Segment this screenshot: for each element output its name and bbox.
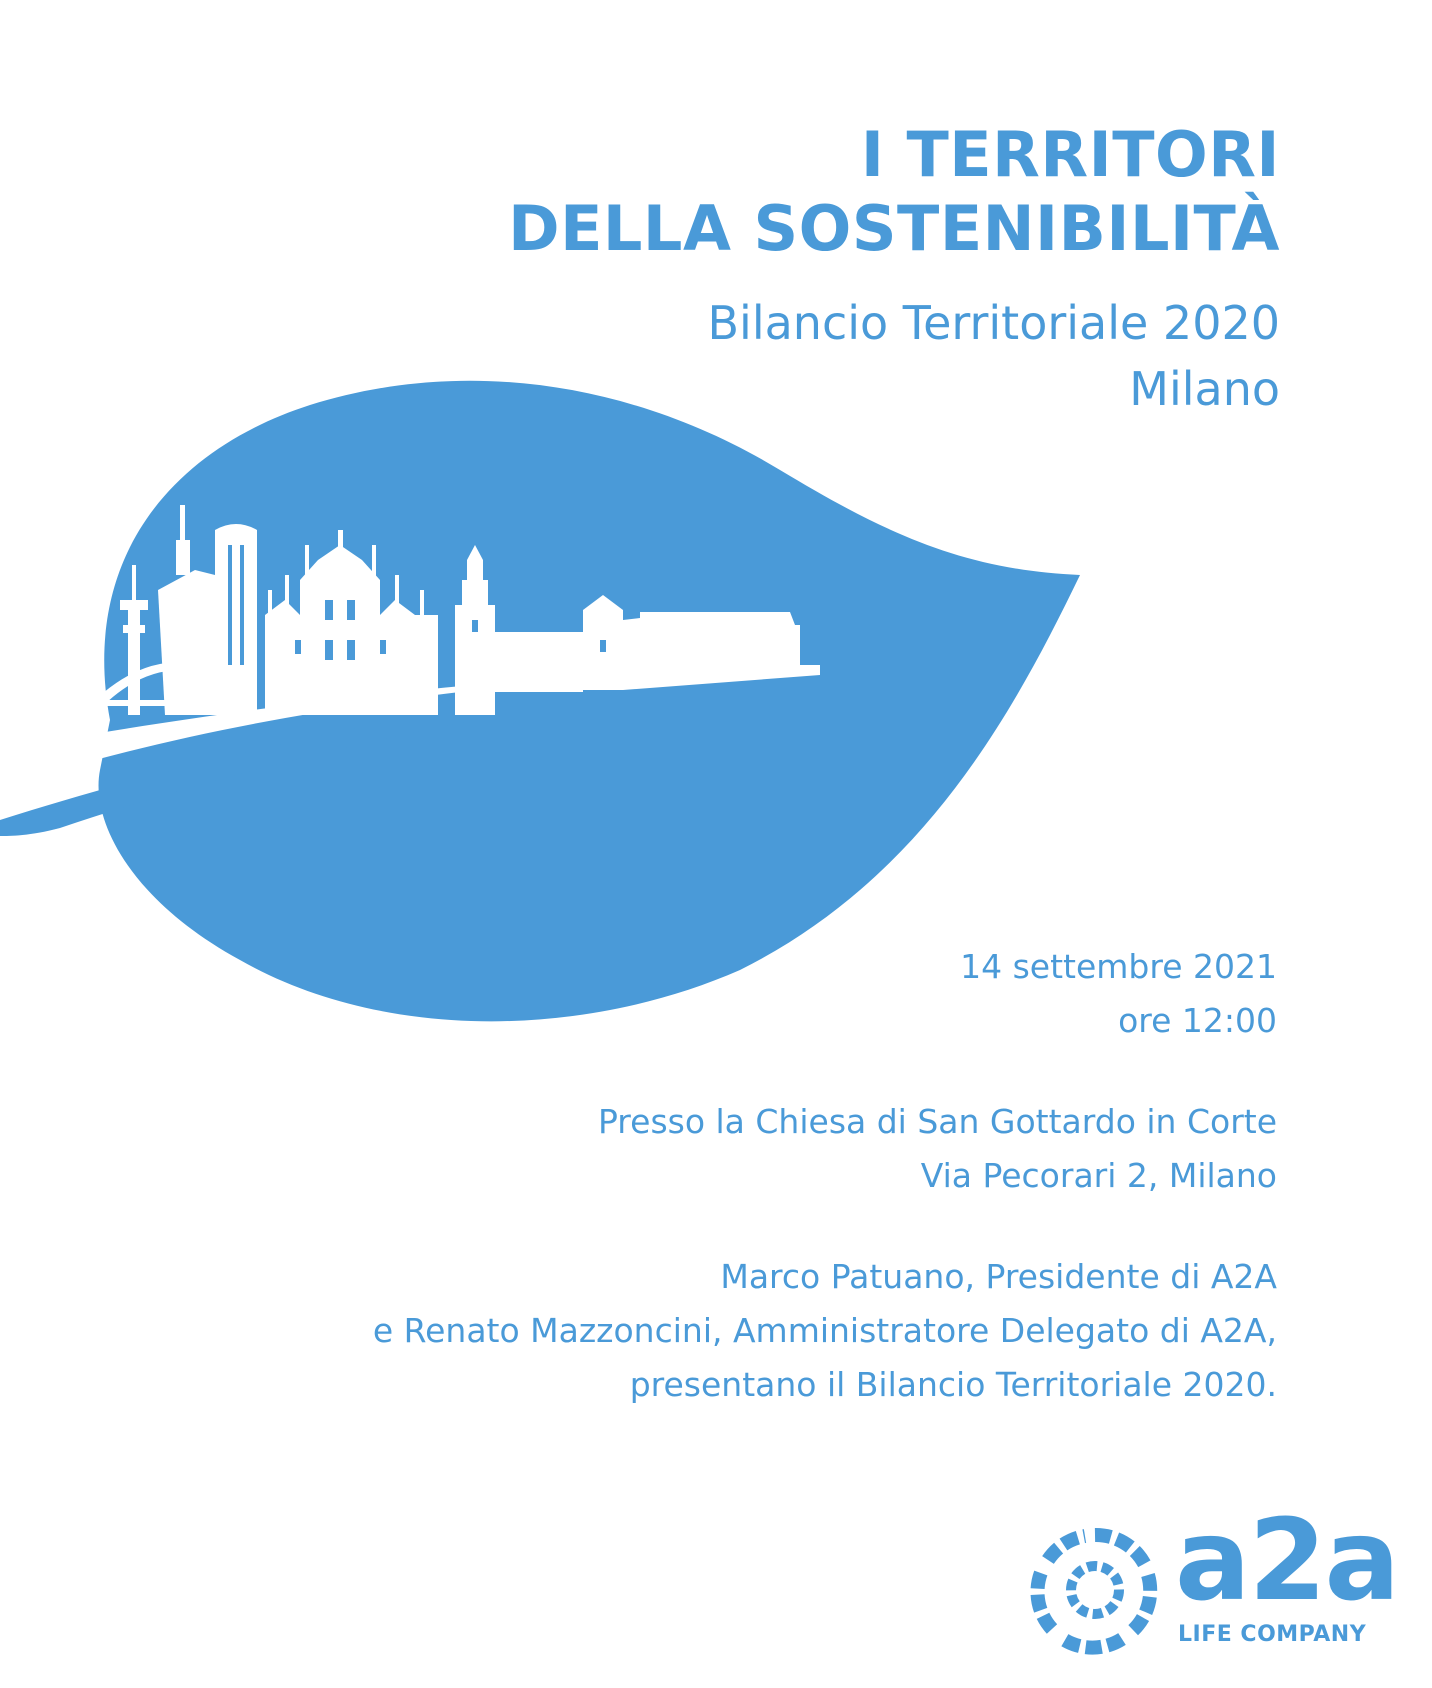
event-time: ore 12:00: [1118, 1001, 1277, 1040]
event-hosts: [373, 1250, 1277, 1412]
hosts-line-2: e Renato Mazzoncini, Amministratore Delegato di A2A,: [372, 1311, 1277, 1350]
venue-place: Presso la Chiesa di San Gottardo in Corte: [597, 1102, 1277, 1141]
a2a-ring-icon: [1030, 1525, 1160, 1655]
logo-wordmark: a2a: [1175, 1496, 1399, 1626]
page-title: [508, 118, 1280, 266]
title-line-1: I TERRITORI: [860, 118, 1280, 191]
event-date: 14 settembre 2021: [960, 947, 1277, 986]
hosts-line-1: Marco Patuano, Presidente di A2A: [720, 1257, 1277, 1296]
event-datetime: [960, 940, 1277, 1048]
logo-tagline: LIFE COMPANY: [1178, 1622, 1367, 1647]
event-venue: [598, 1095, 1277, 1203]
page-subtitle: [707, 290, 1280, 422]
venue-address: Via Pecorari 2, Milano: [920, 1156, 1277, 1195]
title-line-2: DELLA SOSTENIBILITÀ: [508, 192, 1280, 265]
subtitle-line-2: Milano: [1129, 362, 1280, 416]
subtitle-line-1: Bilancio Territoriale 2020: [707, 296, 1280, 350]
hosts-line-3: presentano il Bilancio Territoriale 2020.: [629, 1365, 1277, 1404]
a2a-logo: [1030, 1496, 1399, 1655]
